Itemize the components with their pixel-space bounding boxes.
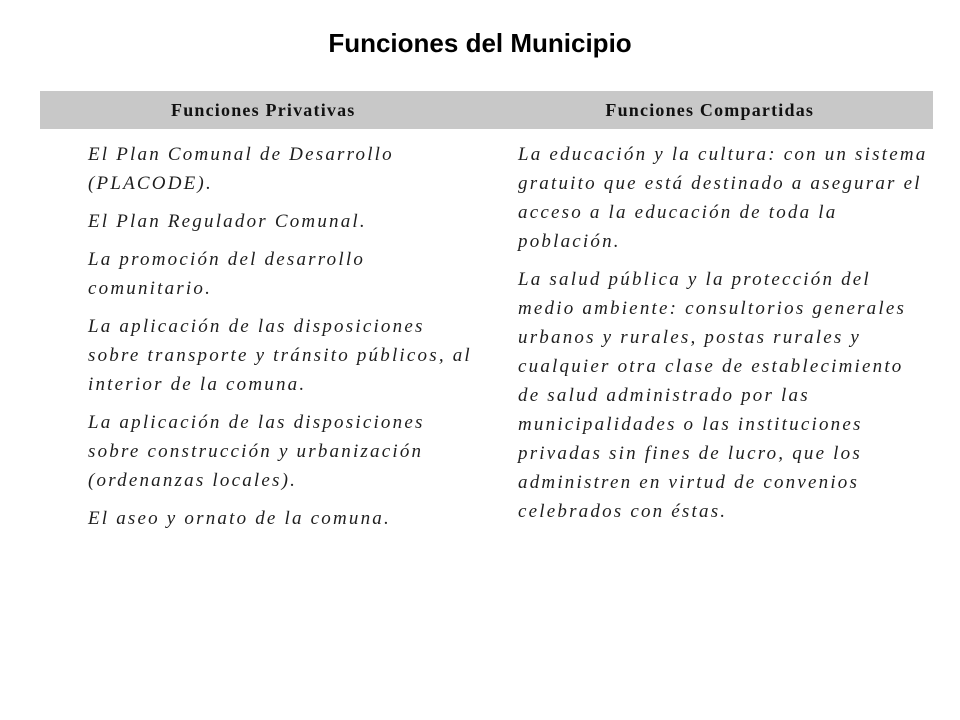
privativa-item: La promoción del desarrollo comunitario. bbox=[88, 249, 366, 299]
header-funciones-privativas: Funciones Privativas bbox=[171, 99, 356, 120]
compartidas-column bbox=[518, 140, 930, 535]
privativa-item: La aplicación de las disposiciones sobre construcción y urbanización (ordenanzas locales). bbox=[88, 412, 425, 491]
compartida-item: La educación y la cultura: con un sistema gratuito que está destinado a asegurar el acceso a la educación de toda la población. bbox=[518, 144, 928, 252]
page-title: Funciones del Municipio bbox=[328, 28, 632, 58]
privativas-column bbox=[88, 140, 480, 542]
table-header bbox=[40, 91, 933, 129]
header-funciones-compartidas: Funciones Compartidas bbox=[605, 99, 815, 120]
privativa-item: El aseo y ornato de la comuna. bbox=[88, 508, 391, 529]
privativa-item: El Plan Regulador Comunal. bbox=[88, 211, 367, 232]
privativa-item: La aplicación de las disposiciones sobre transporte y tránsito públicos, al interior de la comuna. bbox=[88, 316, 472, 395]
privativa-item: El Plan Comunal de Desarrollo (PLACODE). bbox=[88, 144, 394, 194]
compartida-item: La salud pública y la protección del medio ambiente: consultorios generales urbanos y rurales, postas rurales y cualquier otra clase de establecimiento de salud administrado por las municipalidades o las instituciones privadas sin fines de lucro, que los administren en virtud de convenios celebrados con éstas. bbox=[518, 269, 907, 522]
